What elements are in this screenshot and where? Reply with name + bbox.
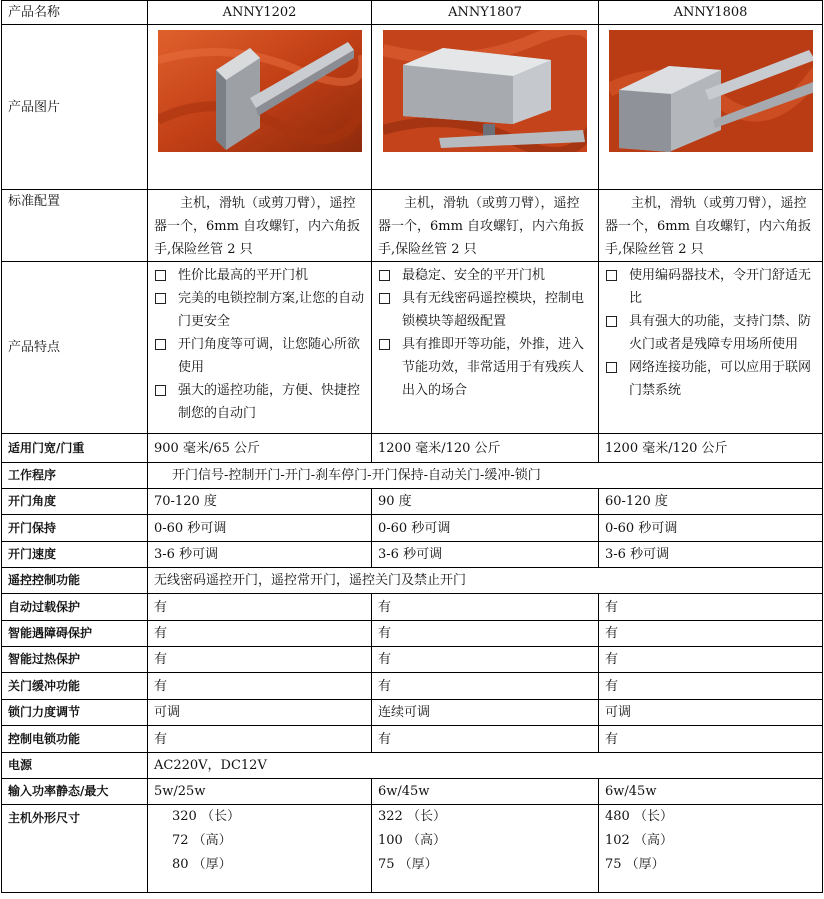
spec-row xyxy=(2,515,823,542)
spec-value: 有 xyxy=(599,594,823,621)
product-photo xyxy=(158,30,362,152)
dimension-depth: 80 （厚） xyxy=(172,857,232,872)
feature-item: 强大的遥控功能，方便、快捷控制您的自动门 xyxy=(154,379,365,425)
spec-value: 有 xyxy=(599,621,823,647)
spec-value: 有 xyxy=(599,726,823,753)
spec-row xyxy=(2,779,823,805)
config-value: 主机，滑轨（或剪刀臂），遥控器一个，6mm 自攻螺钉，内六角扳手,保险丝管 2 只 xyxy=(372,190,599,262)
config-value: 主机，滑轨（或剪刀臂），遥控器一个，6mm 自攻螺钉，内六角扳手,保险丝管 2 只 xyxy=(148,190,372,262)
header-row xyxy=(2,1,823,25)
header-label: 产品名称 xyxy=(2,1,148,25)
spec-value: 900 毫米/65 公斤 xyxy=(148,434,372,463)
dimension-depth: 75 （厚） xyxy=(378,857,438,872)
spec-value: 有 xyxy=(148,647,372,673)
checkbox-icon xyxy=(379,339,390,350)
dimensions-cell xyxy=(148,805,372,893)
feature-item: 具有强大的功能，支持门禁、防火门或者是残障专用场所使用 xyxy=(605,310,816,356)
spec-label: 电源 xyxy=(2,753,148,779)
spec-value: 可调 xyxy=(599,700,823,726)
spec-row xyxy=(2,542,823,568)
dimension-height: 72 （高） xyxy=(172,833,232,848)
spec-value: 3-6 秒可调 xyxy=(372,542,599,568)
checkbox-icon xyxy=(155,339,166,350)
spec-label: 开门角度 xyxy=(2,489,148,515)
spec-value: 0-60 秒可调 xyxy=(372,515,599,542)
spec-row xyxy=(2,726,823,753)
spec-value-span: 开门信号-控制开门-开门-刹车停门-开门保持-自动关门-缓冲-锁门 xyxy=(148,463,823,489)
spec-row xyxy=(2,434,823,463)
spec-label: 工作程序 xyxy=(2,463,148,489)
product-name: ANNY1808 xyxy=(599,1,823,25)
checkbox-icon xyxy=(606,270,617,281)
spec-value: 有 xyxy=(148,621,372,647)
spec-label: 智能过热保护 xyxy=(2,647,148,673)
spec-value: 1200 毫米/120 公斤 xyxy=(599,434,823,463)
product-photo xyxy=(609,30,813,152)
spec-label: 适用门宽/门重 xyxy=(2,434,148,463)
features-cell xyxy=(599,262,823,434)
features-label: 产品特点 xyxy=(2,262,148,434)
product-photo-cell xyxy=(372,25,599,190)
checkbox-icon xyxy=(606,362,617,373)
spec-value: 有 xyxy=(372,621,599,647)
product-photo-cell xyxy=(599,25,823,190)
checkbox-icon xyxy=(379,293,390,304)
dimension-length: 322 （长） xyxy=(378,809,446,824)
feature-item: 完美的电锁控制方案,让您的自动门更安全 xyxy=(154,287,365,333)
checkbox-icon xyxy=(606,316,617,327)
checkbox-icon xyxy=(155,293,166,304)
spec-label: 自动过载保护 xyxy=(2,594,148,621)
spec-label: 锁门力度调节 xyxy=(2,700,148,726)
spec-row xyxy=(2,463,823,489)
config-row xyxy=(2,190,823,262)
spec-value: 1200 毫米/120 公斤 xyxy=(372,434,599,463)
spec-value-span: 无线密码遥控开门，遥控常开门，遥控关门及禁止开门 xyxy=(148,568,823,594)
spec-row xyxy=(2,673,823,700)
checkbox-icon xyxy=(379,270,390,281)
photo-row xyxy=(2,25,823,190)
product-name: ANNY1202 xyxy=(148,1,372,25)
feature-item: 最稳定、安全的平开门机 xyxy=(378,264,592,287)
spec-label: 智能遇障碍保护 xyxy=(2,621,148,647)
dimension-height: 100 （高） xyxy=(378,833,446,848)
spec-row xyxy=(2,489,823,515)
dimension-length: 480 （长） xyxy=(605,809,673,824)
features-cell xyxy=(372,262,599,434)
spec-row xyxy=(2,700,823,726)
spec-row xyxy=(2,594,823,621)
spec-value: 可调 xyxy=(148,700,372,726)
spec-value: 有 xyxy=(599,647,823,673)
spec-value: 连续可调 xyxy=(372,700,599,726)
spec-label: 开门保持 xyxy=(2,515,148,542)
dimensions-cell xyxy=(372,805,599,893)
spec-value: 0-60 秒可调 xyxy=(599,515,823,542)
checkbox-icon xyxy=(155,385,166,396)
features-row xyxy=(2,262,823,434)
spec-row xyxy=(2,568,823,594)
photo-row-label: 产品图片 xyxy=(2,25,148,190)
spec-row xyxy=(2,753,823,779)
spec-value: 有 xyxy=(372,647,599,673)
spec-value: 有 xyxy=(372,594,599,621)
product-spec-table xyxy=(1,0,823,893)
dimensions-row xyxy=(2,805,823,893)
product-photo xyxy=(383,30,587,152)
feature-item: 使用编码器技术，令开门舒适无比 xyxy=(605,264,816,310)
feature-item: 性价比最高的平开门机 xyxy=(154,264,365,287)
dimensions-label: 主机外形尺寸 xyxy=(2,805,148,893)
spec-label: 遥控控制功能 xyxy=(2,568,148,594)
dimensions-cell xyxy=(599,805,823,893)
spec-label: 控制电锁功能 xyxy=(2,726,148,753)
dimension-length: 320 （长） xyxy=(172,809,240,824)
spec-value: 有 xyxy=(148,594,372,621)
feature-item: 具有无线密码遥控模块，控制电锁模块等超级配置 xyxy=(378,287,592,333)
spec-value: 6w/45w xyxy=(599,779,823,805)
product-name: ANNY1807 xyxy=(372,1,599,25)
spec-value: 5w/25w xyxy=(148,779,372,805)
spec-row xyxy=(2,647,823,673)
spec-label: 关门缓冲功能 xyxy=(2,673,148,700)
config-label: 标准配置 xyxy=(2,190,148,262)
spec-value-span: AC220V，DC12V xyxy=(148,753,823,779)
features-cell xyxy=(148,262,372,434)
spec-value: 有 xyxy=(372,673,599,700)
spec-value: 60-120 度 xyxy=(599,489,823,515)
spec-value: 70-120 度 xyxy=(148,489,372,515)
spec-value: 有 xyxy=(372,726,599,753)
config-value: 主机，滑轨（或剪刀臂），遥控器一个，6mm 自攻螺钉，内六角扳手,保险丝管 2 只 xyxy=(599,190,823,262)
spec-value: 90 度 xyxy=(372,489,599,515)
dimension-depth: 75 （厚） xyxy=(605,857,665,872)
spec-label: 开门速度 xyxy=(2,542,148,568)
spec-value: 6w/45w xyxy=(372,779,599,805)
spec-value: 3-6 秒可调 xyxy=(599,542,823,568)
feature-item: 具有推即开等功能，外推，进入节能功效，非常适用于有残疾人出入的场合 xyxy=(378,333,592,402)
spec-value: 有 xyxy=(599,673,823,700)
spec-label: 输入功率静态/最大 xyxy=(2,779,148,805)
dimension-height: 102 （高） xyxy=(605,833,673,848)
product-photo-cell xyxy=(148,25,372,190)
spec-value: 3-6 秒可调 xyxy=(148,542,372,568)
spec-value: 有 xyxy=(148,726,372,753)
spec-value: 有 xyxy=(148,673,372,700)
spec-row xyxy=(2,621,823,647)
feature-item: 开门角度等可调，让您随心所欲使用 xyxy=(154,333,365,379)
spec-value: 0-60 秒可调 xyxy=(148,515,372,542)
feature-item: 网络连接功能，可以应用于联网门禁系统 xyxy=(605,356,816,402)
checkbox-icon xyxy=(155,270,166,281)
